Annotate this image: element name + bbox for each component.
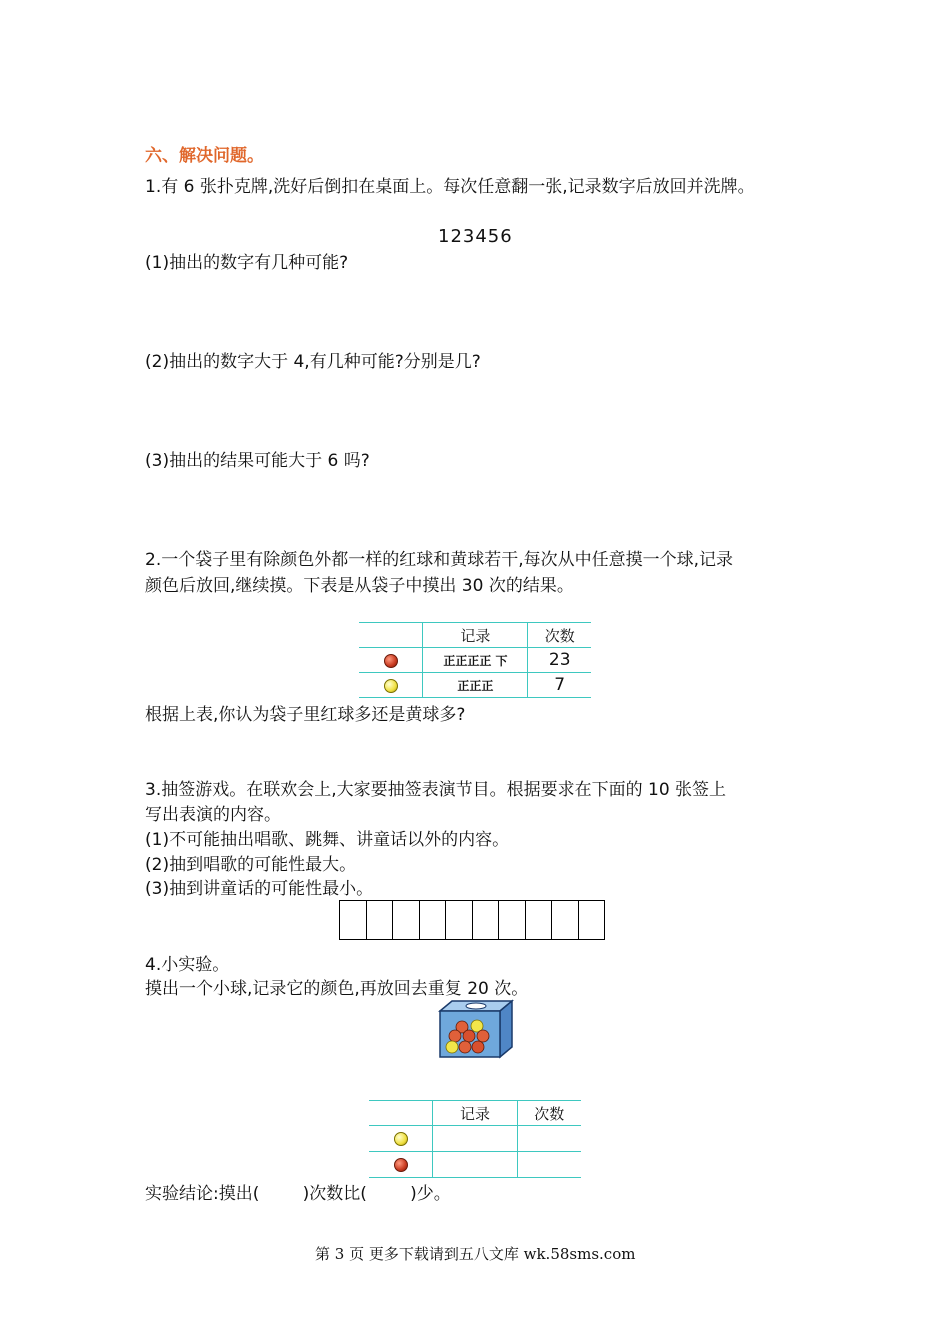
section-heading: 六、解决问题。 [145,146,264,166]
tally-cell[interactable] [433,1126,517,1152]
ball-cell [359,673,423,698]
ball-cell [369,1126,433,1152]
q1-stem: 1.有 6 张扑克牌,洗好后倒扣在桌面上。每次任意翻一张,记录数字后放回并洗牌。 [145,177,755,197]
ball-cell [359,648,423,673]
ball-cell [369,1152,433,1178]
header-cell-empty [369,1101,433,1126]
red-ball-icon [384,654,398,668]
q3-stem-line1: 3.抽签游戏。在联欢会上,大家要抽签表演节目。根据要求在下面的 10 张签上 [145,780,727,800]
count-cell[interactable] [517,1126,581,1152]
q2-results-table [359,622,591,698]
q2-stem-line2: 颜色后放回,继续摸。下表是从袋子中摸出 30 次的结果。 [145,576,574,596]
lottery-slot[interactable] [393,901,420,939]
count-cell[interactable] [517,1152,581,1178]
tally-cell[interactable] [433,1152,517,1178]
table-row [369,1152,581,1178]
header-cell-count: 次数 [517,1101,581,1126]
q4-instruction: 摸出一个小球,记录它的颜色,再放回去重复 20 次。 [145,979,529,999]
q2-question: 根据上表,你认为袋子里红球多还是黄球多? [145,705,466,725]
ball-box-illustration [438,999,514,1061]
lottery-slot[interactable] [420,901,447,939]
q1-sub1: (1)抽出的数字有几种可能? [145,253,349,273]
q3-req2: (2)抽到唱歌的可能性最大。 [145,855,357,875]
q4-conclusion: 实验结论:摸出( )次数比( )少。 [145,1184,451,1204]
table-header-row [359,623,591,648]
header-cell-empty [359,623,423,648]
q2-stem-line1: 2.一个袋子里有除颜色外都一样的红球和黄球若干,每次从中任意摸一个球,记录 [145,550,734,570]
lottery-slots [339,900,605,940]
yellow-ball-icon [384,679,398,693]
header-cell-count: 次数 [528,623,591,648]
page-footer: 第 3 页 更多下载请到五八文库 wk.58sms.com [315,1245,636,1263]
q1-sub3: (3)抽出的结果可能大于 6 吗? [145,451,370,471]
count-cell: 23 [528,648,591,673]
lottery-slot[interactable] [499,901,526,939]
q3-stem-line2: 写出表演的内容。 [145,805,281,825]
header-cell-record: 记录 [423,623,528,648]
q3-req3: (3)抽到讲童话的可能性最小。 [145,879,374,899]
table-header-row [369,1101,581,1126]
table-row [369,1126,581,1152]
table-row [359,673,591,698]
yellow-ball-icon [394,1132,408,1146]
lottery-slot[interactable] [526,901,553,939]
tally-cell: 正正正 [423,673,528,698]
tally-cell: 正正正正 下 [423,648,528,673]
lottery-slot[interactable] [579,901,605,939]
q3-req1: (1)不可能抽出唱歌、跳舞、讲童话以外的内容。 [145,830,510,850]
lottery-slot[interactable] [552,901,579,939]
header-cell-record: 记录 [433,1101,517,1126]
red-ball-icon [394,1158,408,1172]
lottery-slot[interactable] [340,901,367,939]
lottery-slot[interactable] [473,901,500,939]
lottery-slot[interactable] [446,901,473,939]
table-row [359,648,591,673]
q4-record-table [369,1100,581,1178]
q4-title: 4.小实验。 [145,955,230,975]
q1-digits: 123456 [438,226,513,247]
count-cell: 7 [528,673,591,698]
lottery-slot[interactable] [367,901,394,939]
q1-sub2: (2)抽出的数字大于 4,有几种可能?分别是几? [145,352,481,372]
